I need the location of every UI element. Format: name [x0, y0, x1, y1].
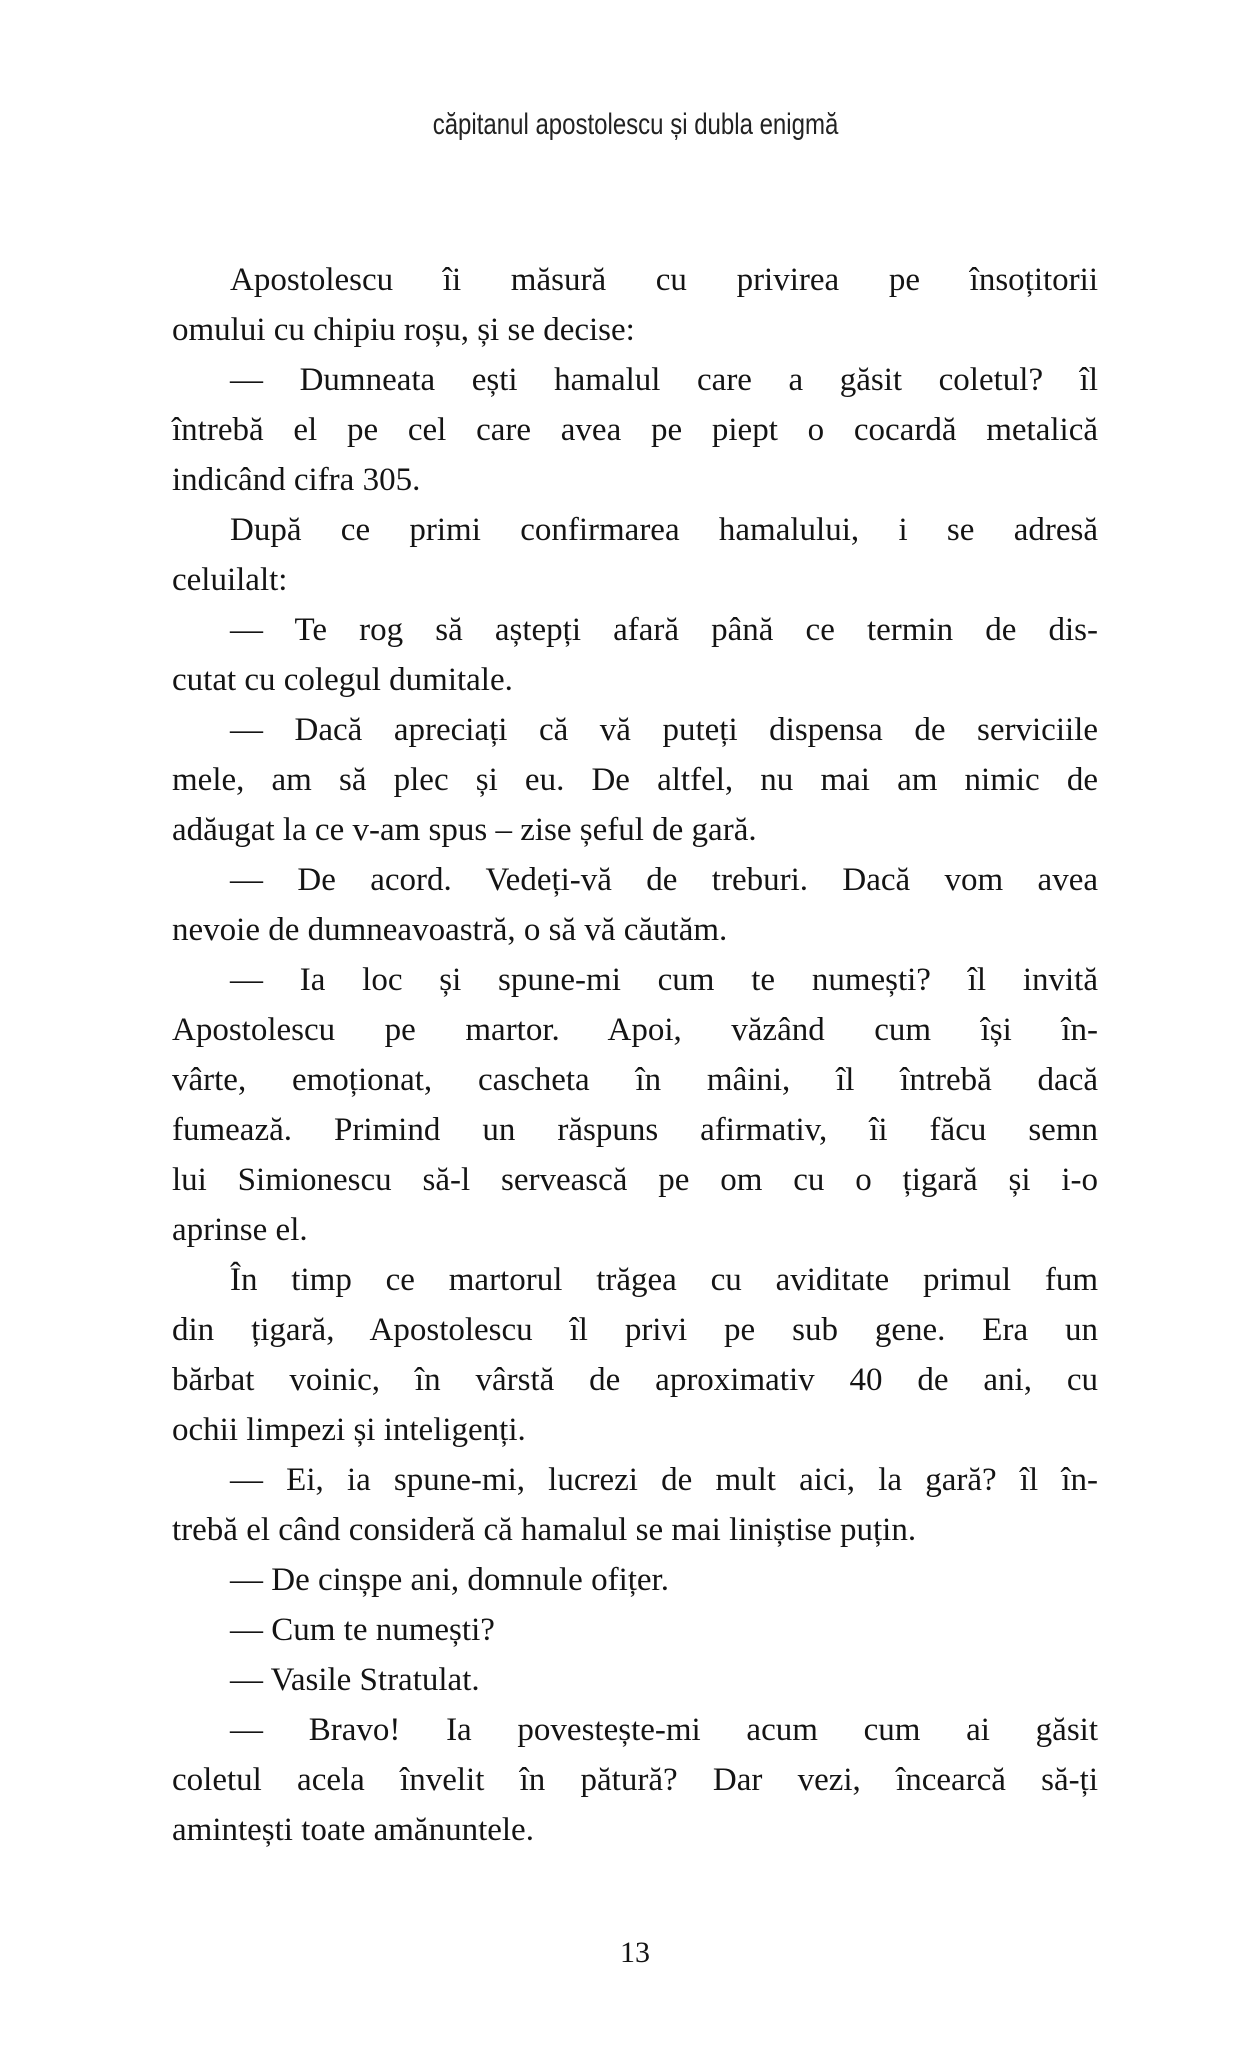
text-line: din țigară, Apostolescu îl privi pe sub gene. Era un: [172, 1312, 1098, 1348]
running-header: [172, 0, 1098, 143]
text-line: amintești toate amănuntele.: [172, 1812, 534, 1848]
paragraph: [172, 1555, 1098, 1605]
text-line: omului cu chipiu roșu, și se decise:: [172, 312, 635, 348]
paragraph: [172, 505, 1098, 605]
text-line: — De cinșpe ani, domnule ofițer.: [230, 1562, 669, 1598]
text-line: adăugat la ce v-am spus – zise șeful de gară.: [172, 812, 757, 848]
text-line: — Bravo! Ia povestește-mi acum cum ai găsit: [230, 1712, 1098, 1748]
text-line: — Dumneata ești hamalul care a găsit coletul? îl: [230, 362, 1098, 398]
text-line: Apostolescu pe martor. Apoi, văzând cum își în-: [172, 1012, 1098, 1048]
text-line: — Cum te numești?: [230, 1612, 495, 1648]
running-header-title: căpitanul apostolescu și dubla enigmă: [432, 108, 838, 141]
text-line: coletul acela învelit în pătură? Dar vezi, încearcă să-ți: [172, 1762, 1098, 1798]
text-line: celuilalt:: [172, 562, 288, 598]
text-line: — De acord. Vedeți-vă de treburi. Dacă vom avea: [230, 862, 1098, 898]
text-line: ochii limpezi și inteligenți.: [172, 1412, 526, 1448]
text-line: trebă el când consideră că hamalul se mai liniștise puțin.: [172, 1512, 917, 1548]
text-line: — Ei, ia spune-mi, lucrezi de mult aici, la gară? îl în-: [230, 1462, 1098, 1498]
text-line: vârte, emoționat, cascheta în mâini, îl întrebă dacă: [172, 1062, 1098, 1098]
paragraph: [172, 955, 1098, 1255]
paragraph: [172, 1605, 1098, 1655]
text-line: Apostolescu îi măsură cu privirea pe însoțitorii: [230, 262, 1098, 298]
text-line: — Te rog să aștepți afară până ce termin de dis-: [230, 612, 1098, 648]
text-line: — Dacă apreciați că vă puteți dispensa de serviciile: [230, 712, 1098, 748]
page-number: 13: [620, 1936, 650, 1969]
paragraph: [172, 355, 1098, 505]
paragraph: [172, 1655, 1098, 1705]
text-line: întrebă el pe cel care avea pe piept o cocardă metalică: [172, 412, 1098, 448]
text-line: indicând cifra 305.: [172, 462, 421, 498]
text-line: — Vasile Stratulat.: [230, 1662, 480, 1698]
paragraph: [172, 1255, 1098, 1455]
text-line: nevoie de dumneavoastră, o să vă căutăm.: [172, 912, 728, 948]
text-line: După ce primi confirmarea hamalului, i se adresă: [230, 512, 1098, 548]
paragraph: [172, 605, 1098, 705]
text-line: fumează. Primind un răspuns afirmativ, îi făcu semn: [172, 1112, 1098, 1148]
text-line: bărbat voinic, în vârstă de aproximativ 40 de ani, cu: [172, 1362, 1098, 1398]
paragraph: [172, 1705, 1098, 1855]
body-text-block: [172, 255, 1098, 1855]
paragraph: [172, 255, 1098, 355]
text-line: mele, am să plec și eu. De altfel, nu mai am nimic de: [172, 762, 1098, 798]
text-line: cutat cu colegul dumitale.: [172, 662, 513, 698]
paragraph: [172, 705, 1098, 855]
text-line: lui Simionescu să-l servească pe om cu o țigară și i-o: [172, 1162, 1098, 1198]
text-line: aprinse el.: [172, 1212, 308, 1248]
text-line: În timp ce martorul trăgea cu aviditate primul fum: [230, 1262, 1098, 1298]
paragraph: [172, 1455, 1098, 1555]
paragraph: [172, 855, 1098, 955]
text-line: — Ia loc și spune-mi cum te numești? îl invită: [230, 962, 1098, 998]
